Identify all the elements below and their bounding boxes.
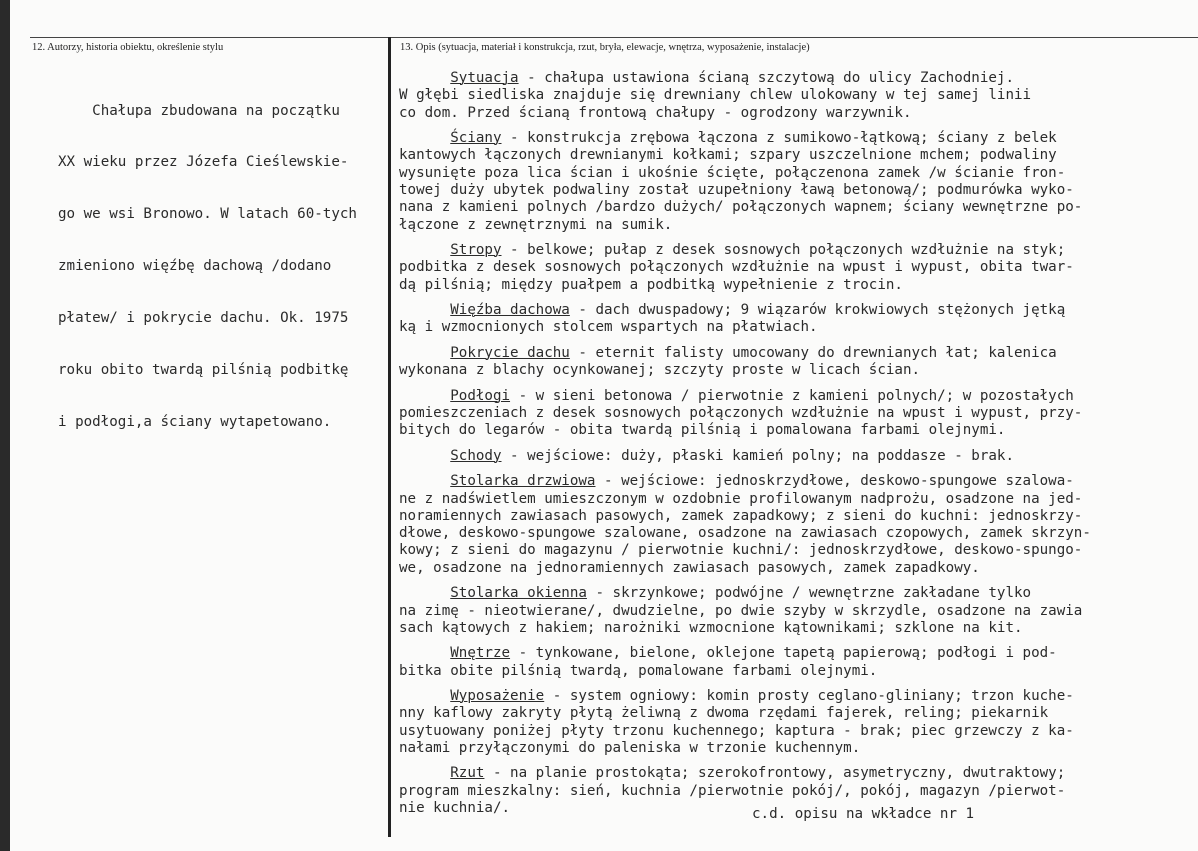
field-13-header: 13. Opis (sytuacja, materiał i konstrukcja, rzut, bryła, elewacje, wnętrza, wyposażenie, instalacje) [400,42,810,53]
section-line: bitka obite pilśnią twardą, pomalowane farbami olejnymi. [399,662,878,679]
section-line: program mieszkalny: sień, kuchnia /pierwotnie pokój/, pokój, magazyn /pierwot- [399,782,1066,799]
section-line-text: - tynkowane, bielone, oklejone tapetą papierową; podłogi i pod- [510,645,1057,662]
section-title: Wyposażenie [450,688,545,705]
section-pokrycie [399,345,1194,380]
section-line [399,645,1194,662]
section-line: noramiennych zawiasach pasowych, zamek zapadkowy; z sieni do kuchni: jednoskrzy- [399,507,1083,524]
section-line [399,302,1194,319]
section-line-text: - chałupa ustawiona ścianą szczytową do ulicy Zachodniej. [518,70,1015,86]
section-line: nny kaflowy zakryty płytą żeliwną z dwoma rzędami fajerek, reling; piekarnik [399,705,1049,722]
section-line: na zimę - nieotwierane/, dwudzielne, po dwie szyby w skrzydle, osadzone na zawia [399,602,1083,619]
description-text [399,70,1194,826]
section-title: Sytuacja [450,70,519,86]
section-line: łączone z zewnętrznymi na sumik. [399,216,673,233]
continuation-note: c.d. opisu na wkładce nr 1 [752,806,975,822]
section-line: nie kuchnia/. [399,800,511,817]
section-line: W głębi siedliska znajduje się drewniany chlew ulokowany w tej samej linii [399,87,1032,104]
history-line: Chałupa zbudowana na początku [58,102,340,119]
section-line: ką i wzmocnionych stolcem wspartych na płatwiach. [399,319,818,336]
section-line-text: - eternit falisty umocowany do drewnianych łat; kalenica [569,344,1057,361]
field-12-header: 12. Autorzy, historia obiektu, określenie stylu [32,42,224,53]
section-line [399,388,1194,405]
section-wiezba [399,302,1194,337]
section-line-text: - wejściowe: duży, płaski kamień polny; na poddasze - brak. [501,447,1014,464]
section-line: usytuowany poniżej płyty trzonu kuchennego; kaptura - brak; piec grzewczy z ka- [399,722,1074,739]
section-line-text: - na planie prostokąta; szerokofrontowy, asymetryczny, dwutraktowy; [484,765,1066,782]
section-line-text: - w sieni betonowa / pierwotnie z kamieni polnych/; w pozostałych [510,387,1074,404]
section-line [399,688,1194,705]
section-podlogi [399,388,1194,440]
section-title: Stolarka okienna [450,585,587,602]
section-title: Wnętrze [450,645,511,662]
section-line: co dom. Przed ścianą frontową chałupy - ogrodzony warzywnik. [399,104,912,121]
section-title: Stolarka drzwiowa [450,473,596,490]
section-title: Stropy [450,242,502,259]
section-line: bitych do legarów - obita twardą pilśnią i pomalowana farbami olejnymi. [399,422,1006,439]
section-title: Podłogi [450,387,511,404]
section-line [399,345,1194,362]
section-sciany [399,130,1194,234]
section-title: Ściany [450,130,502,147]
scan-edge [0,0,10,851]
history-text [58,68,383,466]
section-line [399,242,1194,259]
section-title: Pokrycie dachu [450,344,570,361]
section-line [399,448,1194,465]
column-divider [388,37,391,837]
section-stolarka-drzwiowa [399,473,1194,577]
section-line-text: - wejściowe: jednoskrzydłowe, deskowo-spungowe szalowa- [595,473,1074,490]
section-wyposazenie [399,688,1194,757]
section-stolarka-okienna [399,585,1194,637]
section-line: pomieszczeniach z desek sosnowych połączonych wzdłużnie na wpust i wypust, przy- [399,404,1083,421]
section-title: Więźba dachowa [450,302,570,319]
section-line-text: - konstrukcja zrębowa łączona z sumikowo-łątkową; ściany z belek [501,130,1057,147]
section-line: kantowych łączonych drewnianymi kołkami; szpary uszczelnione mchem; podwaliny [399,147,1057,164]
section-line-text: - dach dwuspadowy; 9 wiązarów krokwiowych stężonych jętką [569,302,1066,319]
history-line: go we wsi Bronowo. W latach 60-tych [58,206,357,223]
section-line: sach kątowych z hakiem; narożniki wzmocnione kątownikami; szklone na kit. [399,619,1023,636]
section-stropy [399,242,1194,294]
section-schody [399,448,1194,465]
section-line: towej duży ubytek podwaliny został uzupełniony ławą betonową/; podmurówka wyko- [399,181,1074,198]
history-line: i podłogi,a ściany wytapetowano. [58,413,332,430]
section-line: dą pilśnią; między puałpem a podbitką wypełnienie z trocin. [399,276,903,293]
section-line: nana z kamieni polnych /bardzo dużych/ połączonych wapnem; ściany wewnętrzne po- [399,199,1083,216]
section-line: ne z nadświetlem umieszczonym w ozdobnie profilowanym nadprożu, osadzone na jed- [399,490,1083,507]
section-title: Rzut [450,765,485,782]
section-sytuacja [399,70,1194,122]
history-line: roku obito twardą pilśnią podbitkę [58,362,349,379]
section-line: podbitka z desek sosnowych połączonych wzdłużnie na wpust i wypust, obita twar- [399,259,1074,276]
section-line [399,473,1194,490]
section-line [399,585,1194,602]
section-line: wykonana z blachy ocynkowanej; szczyty proste w licach ścian. [399,362,921,379]
section-line-text: - skrzynkowe; podwójne / wewnętrzne zakładane tylko [586,585,1032,602]
section-line [399,765,1194,782]
history-line: płatew/ i pokrycie dachu. Ok. 1975 [58,310,349,327]
section-line: nałami przyłączonymi do paleniska w trzonie kuchennym. [399,739,861,756]
section-line [399,70,1194,87]
section-line: wysunięte poza lica ścian i ukośnie ścięte, połączenona zamek /w ścianie fron- [399,164,1066,181]
section-line: dłowe, deskowo-spungowe szalowane, osadzone na zawiasach czopowych, zamek skrzyn- [399,525,1091,542]
section-line: kowy; z sieni do magazynu / pierwotnie kuchni/: jednoskrzydłowe, deskowo-spungo- [399,542,1083,559]
section-wnetrze [399,645,1194,680]
section-line [399,130,1194,147]
section-line-text: - belkowe; pułap z desek sosnowych połączonych wzdłużnie na styk; [501,242,1066,259]
history-line: zmieniono więźbę dachową /dodano [58,258,332,275]
section-line-text: - system ogniowy: komin prosty ceglano-gliniany; trzon kuche- [544,688,1074,705]
history-line: XX wieku przez Józefa Cieślewskie- [58,154,349,171]
top-rule [30,37,1198,38]
section-line: we, osadzone na jednoramiennych zawiasach pasowych, zamek zapadkowy. [399,559,980,576]
section-title: Schody [450,447,502,464]
